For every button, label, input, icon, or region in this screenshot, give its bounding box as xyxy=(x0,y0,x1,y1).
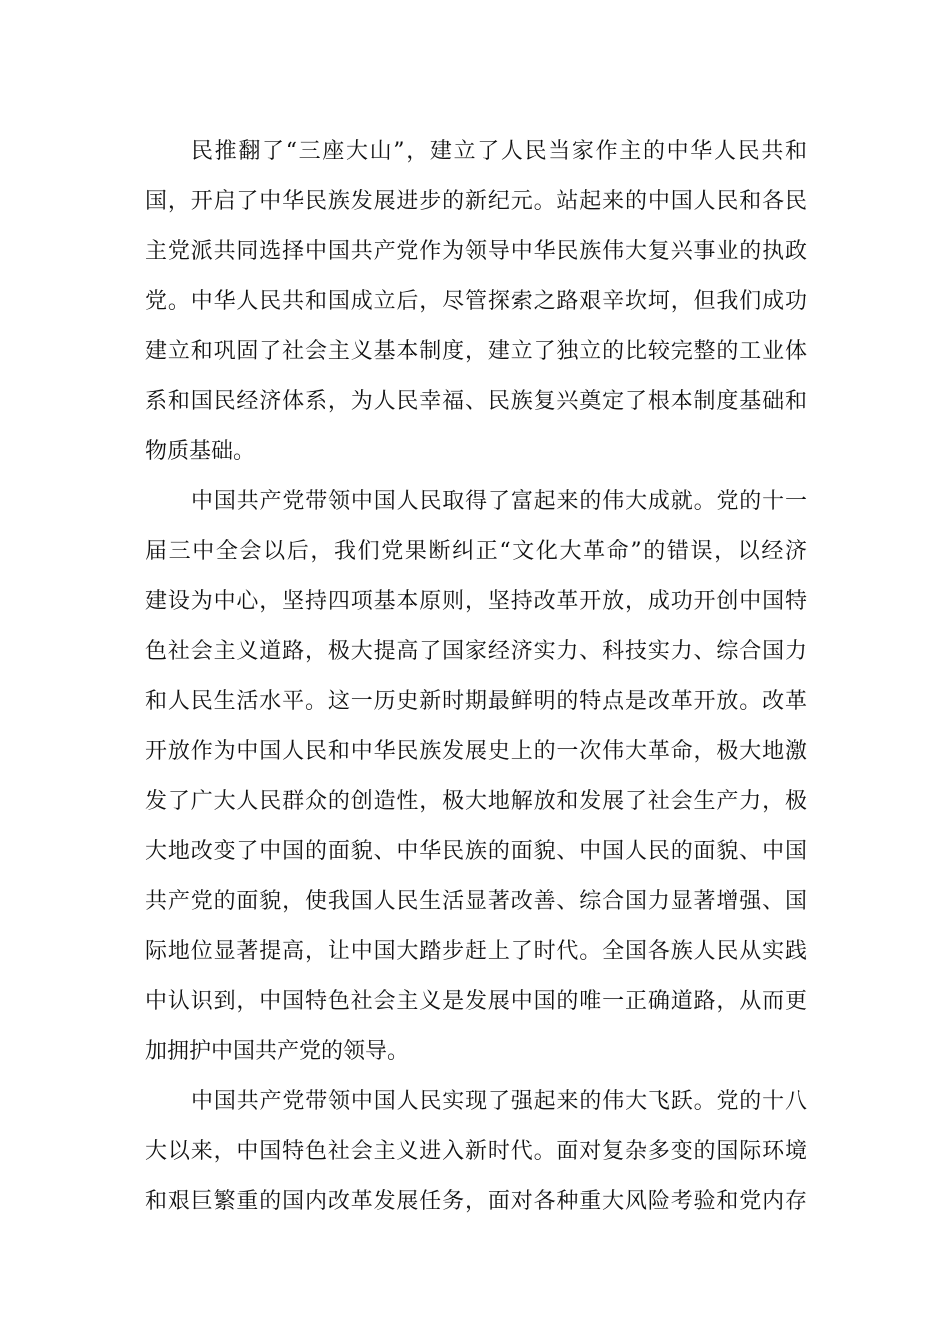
text-line: 大地改变了中国的面貌、中华民族的面貌、中国人民的面貌、中国 xyxy=(145,839,807,864)
text-line: 大以来，中国特色社会主义进入新时代。面对复杂多变的国际环境 xyxy=(145,1139,807,1164)
text-line: 主党派共同选择中国共产党作为领导中华民族伟大复兴事业的执政 xyxy=(145,239,807,264)
paragraph-3 xyxy=(145,1077,807,1227)
text-line: 和艰巨繁重的国内改革发展任务，面对各种重大风险考验和党内存 xyxy=(145,1189,807,1214)
text-line: 党。中华人民共和国成立后，尽管探索之路艰辛坎坷，但我们成功 xyxy=(145,289,807,314)
text-line: 色社会主义道路，极大提高了国家经济实力、科技实力、综合国力 xyxy=(145,639,807,664)
text-line: 中国共产党带领中国人民取得了富起来的伟大成就。党的十一 xyxy=(191,489,807,514)
text-line: 加拥护中国共产党的领导。 xyxy=(145,1039,410,1064)
text-line: 中国共产党带领中国人民实现了强起来的伟大飞跃。党的十八 xyxy=(191,1089,807,1114)
text-line: 开放作为中国人民和中华民族发展史上的一次伟大革命，极大地激 xyxy=(145,739,807,764)
text-line: 国，开启了中华民族发展进步的新纪元。站起来的中国人民和各民 xyxy=(145,189,807,214)
text-line: 和人民生活水平。这一历史新时期最鲜明的特点是改革开放。改革 xyxy=(145,689,807,714)
text-line: 物质基础。 xyxy=(145,439,256,464)
paragraph-2 xyxy=(145,477,807,1077)
text-line: 共产党的面貌，使我国人民生活显著改善、综合国力显著增强、国 xyxy=(145,889,807,914)
paragraph-1 xyxy=(145,127,807,477)
text-line: 际地位显著提高，让中国大踏步赶上了时代。全国各族人民从实践 xyxy=(145,939,807,964)
text-line: 届三中全会以后，我们党果断纠正“文化大革命”的错误，以经济 xyxy=(145,539,807,564)
text-line: 发了广大人民群众的创造性，极大地解放和发展了社会生产力，极 xyxy=(145,789,807,814)
text-line: 建设为中心，坚持四项基本原则，坚持改革开放，成功开创中国特 xyxy=(145,589,807,614)
document-page xyxy=(145,127,807,1227)
text-line: 中认识到，中国特色社会主义是发展中国的唯一正确道路，从而更 xyxy=(145,989,807,1014)
text-line: 系和国民经济体系，为人民幸福、民族复兴奠定了根本制度基础和 xyxy=(145,389,807,414)
text-line: 建立和巩固了社会主义基本制度，建立了独立的比较完整的工业体 xyxy=(145,339,807,364)
text-line: 民推翻了“三座大山”，建立了人民当家作主的中华人民共和 xyxy=(191,139,807,164)
